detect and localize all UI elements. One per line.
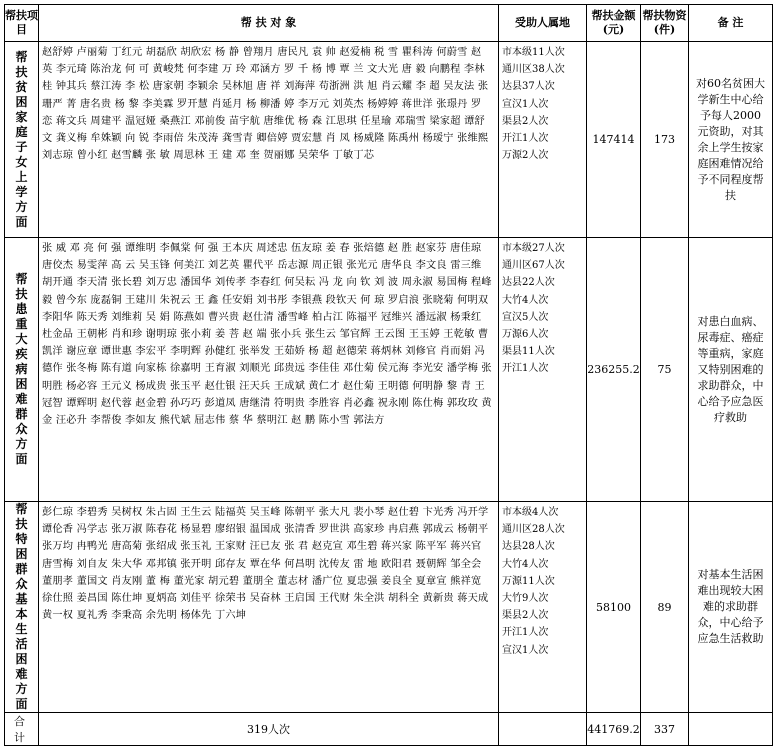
- location-item: 达县28人次: [502, 541, 555, 553]
- header-location: 受助人属地: [499, 5, 587, 42]
- remarks-cell: 对患白血病、尿毒症、癌症等重病，家庭又特别困难的求助群众，中心给予应急医疗救助: [689, 238, 773, 502]
- table-row: [5, 42, 773, 238]
- location-item: 大竹9人次: [502, 593, 549, 605]
- location-item: 渠县2人次: [502, 610, 549, 622]
- project-cell: 帮扶患重大疾病困难群众方面: [5, 238, 39, 502]
- names-cell: 彭仁琼 李碧秀 吴树权 朱占固 王生云 陆福英 吴玉峰 陈朝平 张大凡 裴小琴 赵仕碧 卞光秀 冯开学 谭伦香 冯学志 张万淑 陈春花 杨显碧 廖绍银 温国成 张清香 罗世洪 高家珍 冉启燕 郭成云 杨朝平 张万均 冉鸭光 唐高菊 张绍成 张玉礼 王家财 汪已友 张 君 赵克宣 邓生碧 蒋兴家 陈平军 蒋兴官 唐雪梅 刘自友 朱大华 邓邦镇 张开明 邱存友 覃在华 何昌明 沈传友 雷 地 欧阳君 聂朝辉 邹全会 董朋孝 董国文 肖友刚 董 梅 董光家 胡元碧 董朋全 董志材 潘广位 夏忠强 姜良全 夏章宣 熊祥宽 徐仕照 姜昌国 陈仕坤 夏炳高 刘佳平 徐荣书 吴奋林 王启国 王代财 朱全洪 胡科全 黄新贵 蒋天成 黄一权 夏礼秀 李秉高 余先明 杨体先 丁六坤: [39, 502, 499, 713]
- project-cell: 帮扶贫困家庭子女上学方面: [5, 42, 39, 238]
- location-item: 达县37人次: [502, 81, 555, 93]
- header-project: 帮扶项目: [5, 5, 39, 42]
- location-item: 通川区38人次: [502, 64, 565, 76]
- project-cell: 帮扶特困群众基本生活困难方面: [5, 502, 39, 713]
- location-item: 市本级4人次: [502, 507, 559, 518]
- location-cell: [499, 238, 587, 502]
- total-count: 319人次: [39, 713, 499, 746]
- location-item: 通川区67人次: [502, 260, 565, 272]
- names-cell: 赵舒婷 卢丽菊 丁红元 胡磊欣 胡欣宏 杨 静 曾翔月 唐民凡 袁 帅 赵爱楠 税 雪 瞿科涛 何蔚雪 赵 英 李元琦 陈治龙 何 可 黄峻梵 何李建 万 玲 邓涵方 罗 千 杨 博 覃 兰 文大光 唐 毅 向鹏程 李林桂 钟其兵 蔡江涛 李 松 唐家朝 李颖余 吴林旭 唐 祥 刘海萍 苟浙洲 洪 旭 肖云耀 李 超 吴友法 张 珊严 菁 唐名贵 杨 黎 李美霖 罗开慧 肖延月 杨 柳潘 婷 李万元 刘英杰 杨婷婷 蒋世洋 张璟丹 罗 恋 蒋文兵 周建平 温冠娅 桑燕江 邓前俊 苗宇航 唐维优 杨 森 江思琪 任星瑜 邓瑞雪 梁家超 谭舒文 龚义梅 牟姝颖 向 锐 李雨倍 朱茂涛 龚雪青 卿倍婷 贾宏慧 肖 凤 杨威隆 陈禹州 杨瑷宁 张维熙 刘志琼 曾小红 赵雪麟 张 敏 周思林 王 建 邓 奎 贺丽娜 吴荣华 丁敏丁芯: [39, 42, 499, 238]
- location-item: 宣汉1人次: [502, 98, 549, 110]
- location-item: 宣汉1人次: [502, 644, 549, 656]
- location-item: 万源6人次: [502, 329, 549, 341]
- location-item: 市本级11人次: [502, 47, 565, 58]
- goods-cell: 89: [641, 502, 689, 713]
- location-cell: [499, 502, 587, 713]
- location-item: 市本级27人次: [502, 243, 565, 254]
- location-item: 万源11人次: [502, 575, 555, 587]
- remarks-cell: 对60名贫困大学新生中心给予每人2000元资助，对其余上学生按家庭困难情况给予不同程度帮扶: [689, 42, 773, 238]
- total-location-empty: [499, 713, 587, 746]
- amount-cell: 147414: [587, 42, 641, 238]
- location-item: 大竹4人次: [502, 294, 549, 306]
- names-cell: 张 威 邓 亮 何 强 谭维明 李佩棠 何 强 王本庆 周述忠 伍友琼 姜 春 张焙德 赵 胜 赵家芬 唐佳琼 唐佼杰 易雯萍 高 云 吴玉锋 何美江 刘艺英 瞿代平 岳志源 周正银 张光元 唐华良 李文良 雷三维 胡开通 李天清 张长碧 刘万忠 潘国华 刘传孝 李春红 何吴耘 冯 龙 向 钦 刘 波 周永淑 易国梅 程峰毅 曾今东 庞磊铜 王建川 朱祝云 王 鑫 任安娟 刘书彤 李银燕 段钦天 何 琼 罗启浪 张晓菊 何明双 李阳华 陈天秀 刘维莉 吴 娟 陈燕如 曹兴贵 赵仕清 潘雪峰 柏占江 陈福平 冠维兴 潘远淑 杨秉红 杜金品 王朝彬 肖和珍 谢明琼 张小莉 姜 菩 赵 端 张小兵 张生云 邹官辉 王云图 王玉婷 王乾敏 曹凯洋 谢应章 谭世惠 李宏平 李明辉 孙健红 张举发 王茹娇 杨 超 赵德荣 蒋炳林 刘修官 肖而娟 冯德作 张冬梅 陈有道 向家栋 徐嘉明 王育淑 刘顺光 邱贵远 李佳佳 邓仕菊 侯元海 李光安 潘学梅 张明胜 杨必容 王元义 杨成贵 张玉平 赵仕银 汪天兵 王成斌 黄仁才 赵仕菊 王明德 何明静 黎 青 王冠智 谭辉明 赵代蓉 赵金碧 孙巧巧 彭道凤 唐继清 符明贵 李胜容 肖必鑫 祝永刚 陈仕梅 郭玫玫 黄 金 汪必升 李帮俊 李如友 熊代斌 屈志伟 蔡 华 蔡明江 赵 鹏 陈小雪 郭法方: [39, 238, 499, 502]
- goods-cell: 173: [641, 42, 689, 238]
- location-item: 开江1人次: [502, 363, 549, 375]
- total-amount: 441769.2: [587, 713, 641, 746]
- assistance-table: [4, 4, 773, 746]
- location-item: 开江1人次: [502, 627, 549, 639]
- location-item: 渠县11人次: [502, 346, 555, 358]
- remarks-cell: 对基本生活困难出现较大困难的求助群众，中心给予应急生活救助: [689, 502, 773, 713]
- location-item: 万源2人次: [502, 150, 549, 162]
- location-item: 大竹4人次: [502, 558, 549, 570]
- header-goods: 帮扶物资(件): [641, 5, 689, 42]
- location-cell: [499, 42, 587, 238]
- total-label: 合 计: [5, 713, 39, 746]
- header-row: [5, 5, 773, 42]
- header-amount: 帮扶金额(元): [587, 5, 641, 42]
- location-item: 渠县2人次: [502, 115, 549, 127]
- location-item: 通川区28人次: [502, 524, 565, 536]
- header-targets: 帮 扶 对 象: [39, 5, 499, 42]
- header-remarks: 备 注: [689, 5, 773, 42]
- total-row: [5, 713, 773, 746]
- location-item: 达县22人次: [502, 277, 555, 289]
- goods-cell: 75: [641, 238, 689, 502]
- location-item: 开江1人次: [502, 133, 549, 145]
- total-goods: 337: [641, 713, 689, 746]
- amount-cell: 58100: [587, 502, 641, 713]
- table-row: [5, 238, 773, 502]
- amount-cell: 236255.2: [587, 238, 641, 502]
- total-remarks-empty: [689, 713, 773, 746]
- location-item: 宣汉5人次: [502, 311, 549, 323]
- table-row: [5, 502, 773, 713]
